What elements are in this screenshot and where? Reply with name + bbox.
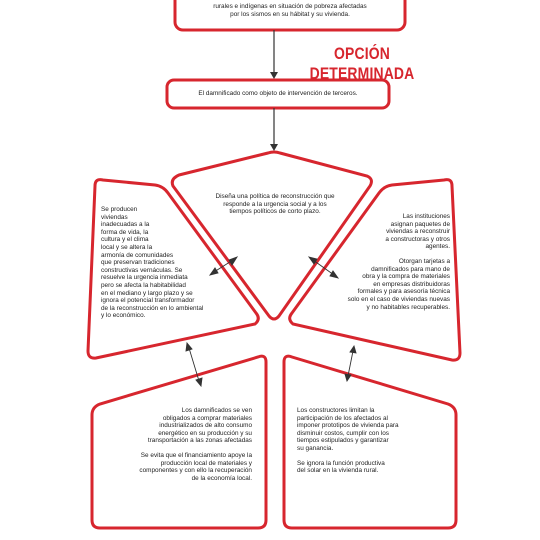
br-line: Se ignora la función productiva: [297, 459, 385, 467]
right-line: obra y la compra de materiales: [362, 273, 450, 281]
bottom-right-para-2: [297, 460, 447, 475]
bl-line: de la economía local.: [191, 474, 252, 482]
left-line: y lo económico.: [101, 312, 146, 320]
mid-box-text: El damnificado como objeto de intervención de terceros.: [198, 90, 358, 97]
left-line: armonía de comunidades: [101, 251, 174, 259]
right-panel-text: [306, 213, 450, 318]
left-line: viviendas: [101, 213, 128, 221]
left-line: que preservan tradiciones: [101, 259, 175, 267]
right-line: asignan paquetes de: [390, 220, 450, 228]
top-box-line: rurales e indígenas en situación de pobreza afectadas: [213, 3, 367, 10]
right-line: a constructoras y otros: [385, 235, 450, 243]
bl-line: industrializados de alto consumo: [159, 422, 252, 430]
left-line: pero se afecta la habitabilidad: [101, 281, 186, 289]
right-line: Otorgan tarjetas a: [398, 257, 450, 265]
bl-line: componentes y con ello la recuperación: [139, 467, 252, 475]
right-line: solo en el caso de viviendas nuevas: [347, 295, 450, 303]
right-para-1: [306, 213, 450, 251]
bottom-left-text: [100, 407, 252, 489]
bl-line: energético en su producción y su: [158, 429, 252, 437]
br-line: su ganancia.: [297, 444, 334, 452]
bl-line: Se evita que el financiamiento apoye la: [140, 451, 252, 459]
left-line: local y se altera la: [101, 243, 153, 251]
br-line: tiempos estipulados y garantizar: [297, 437, 389, 445]
left-line: inadecuadas a la: [101, 221, 150, 229]
left-line: cultura y el clima: [101, 236, 149, 244]
arrowhead-top-to-mid: [270, 72, 278, 79]
bl-line: transportación a las zonas afectadas: [147, 437, 252, 445]
right-line: damnificados para mano de: [371, 265, 450, 273]
left-panel-text: [101, 206, 241, 320]
left-line: ignora el potencial transformador: [101, 297, 195, 305]
left-line: constructivas vernáculas. Se: [101, 266, 183, 274]
left-line: de la reconstrucción en lo ambiental: [101, 304, 204, 312]
bottom-left-para-1: [100, 407, 252, 445]
left-line: en el mediano y largo plazo y se: [101, 289, 193, 297]
center-line: responde a la urgencia social y a los: [223, 200, 327, 208]
top-box-line: por los sismos en su hábitat y su vivienda.: [230, 10, 350, 18]
right-line: agentes.: [425, 243, 450, 251]
br-line: imponer prototipos de vivienda para: [297, 422, 399, 430]
right-line: Las instituciones: [402, 213, 450, 220]
connector-left-bottom: [186, 343, 202, 386]
left-line: forma de vida, la: [101, 228, 149, 236]
heading: OPCIÓN DETERMINADA: [309, 44, 415, 83]
bottom-right-para-1: [297, 407, 447, 453]
right-para-2: [306, 258, 450, 311]
right-line: formales y para asesoría técnica: [357, 288, 450, 296]
right-line: viviendas a reconstruir: [386, 228, 450, 236]
bl-line: Los damnificados se ven: [181, 407, 252, 414]
br-line: Los constructores limitan la: [297, 407, 375, 414]
right-line: en empresas distribuidoras: [373, 280, 450, 288]
top-box-text: [178, 3, 402, 18]
br-line: del solar en la vivienda rural.: [297, 467, 379, 475]
center-line: Diseña una política de reconstrucción que: [215, 193, 335, 200]
left-line: resuelve la urgencia inmediata: [101, 274, 188, 282]
right-line: y no habitables recuperables.: [366, 303, 450, 311]
left-line: Se producen: [101, 206, 138, 213]
bl-line: obligados a comprar materiales: [162, 414, 252, 422]
bottom-right-text: [297, 407, 447, 482]
arrowhead-mid-to-center: [270, 144, 278, 151]
br-line: disminuir costos, cumplir con los: [297, 429, 389, 437]
center-line: tiempos políticos de corto plazo.: [229, 208, 321, 216]
bottom-left-para-2: [100, 452, 252, 482]
br-line: participación de los afectados al: [297, 414, 388, 422]
bl-line: producción local de materiales y: [160, 459, 252, 467]
